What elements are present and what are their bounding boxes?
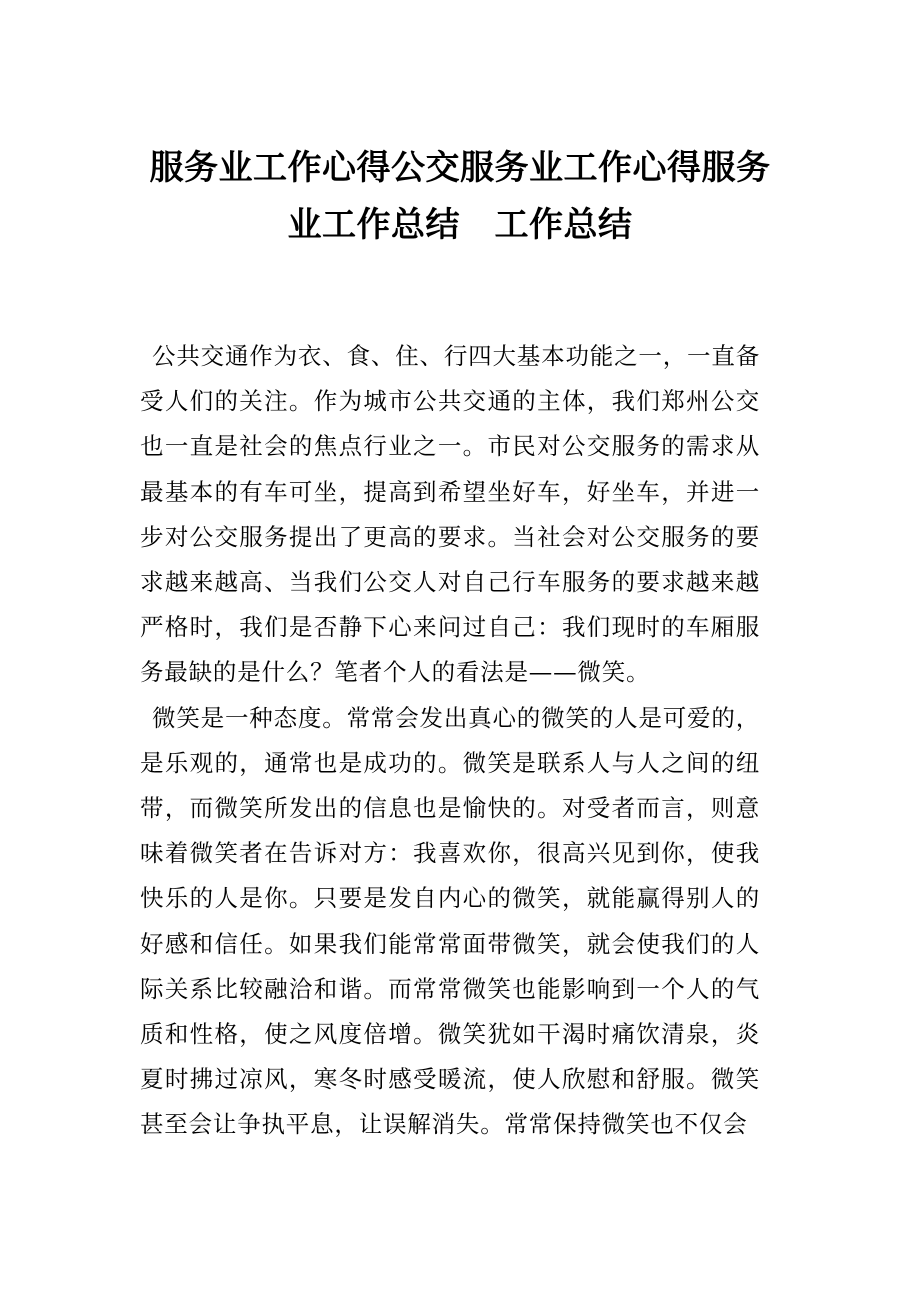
paragraph-2: 微笑是一种态度。常常会发出真心的微笑的人是可爱的，是乐观的，通常也是成功的。微笑是联系人与人之间的纽带，而微笑所发出的信息也是愉快的。对受者而言，则意味着微笑者在告诉对方：我喜欢你，很高兴见到你，使我快乐的人是你。只要是发自内心的微笑，就能赢得别人的好感和信任。如果我们能常常面带微笑，就会使我们的人际关系比较融洽和谐。而常常微笑也能影响到一个人的气质和性格，使之风度倍增。微笑犹如干渴时痛饮清泉，炎夏时拂过凉风，寒冬时感受暖流，使人欣慰和舒服。微笑甚至会让争执平息，让误解消失。常常保持微笑也不仅会 [140,703,760,1139]
paragraph-1: 公共交通作为衣、食、住、行四大基本功能之一，一直备受人们的关注。作为城市公共交通的主体，我们郑州公交也一直是社会的焦点行业之一。市民对公交服务的需求从最基本的有车可坐，提高到希望坐好车，好坐车，并进一步对公交服务提出了更高的要求。当社会对公交服务的要求越来越高、当我们公交人对自己行车服务的要求越来越严格时，我们是否静下心来问过自己：我们现时的车厢服务最缺的是什么？笔者个人的看法是——微笑。 [140,342,760,687]
title-line-1: 服务业工作心得公交服务业工作心得服务 [149,148,771,188]
document-title [140,140,780,254]
title-line-2: 业工作总结 工作总结 [287,205,633,245]
document-body [140,334,760,1148]
